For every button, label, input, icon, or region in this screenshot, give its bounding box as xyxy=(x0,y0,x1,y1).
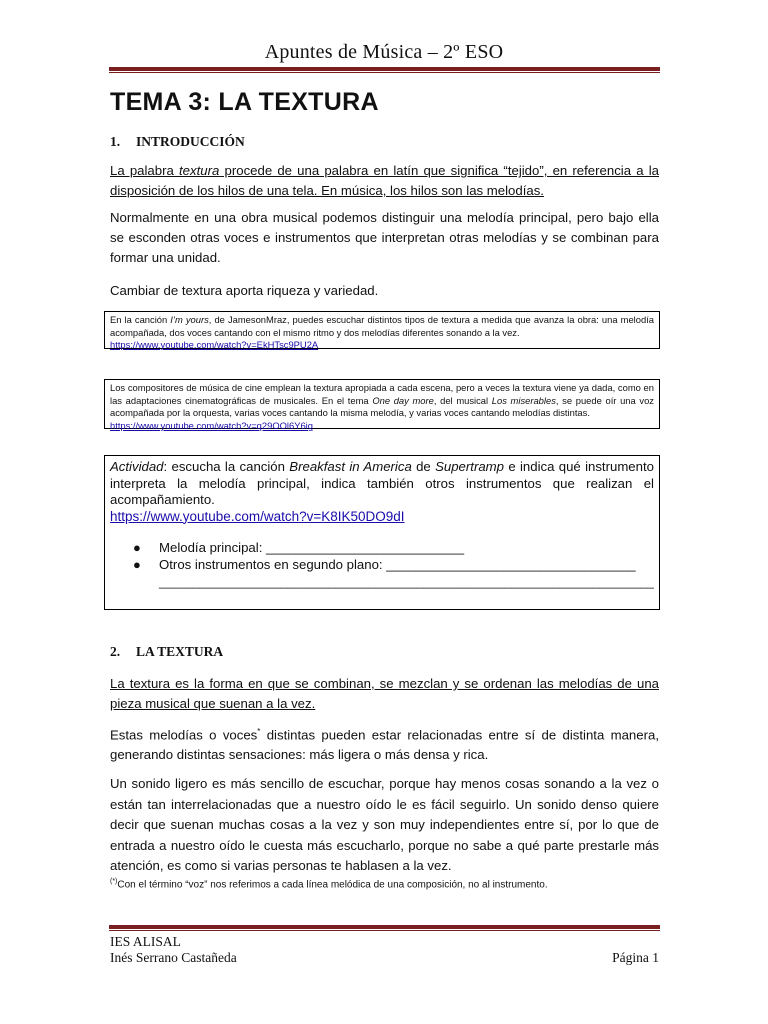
footer-page-number: Página 1 xyxy=(612,950,659,965)
bullet-2-continuation-line: _________________________________________________________________________ xyxy=(159,575,654,589)
activity-youtube-link[interactable]: https://www.youtube.com/watch?v=K8IK50DO9dI xyxy=(110,508,405,524)
section-2-number: 2. xyxy=(110,644,121,659)
footer-rule-thin xyxy=(109,930,660,931)
box1-text-a: En la canción xyxy=(110,314,171,325)
header-rule xyxy=(109,67,660,71)
section-1-title: INTRODUCCIÓN xyxy=(136,134,245,149)
example-box-miserables xyxy=(104,379,660,432)
box2-youtube-link[interactable]: https://www.youtube.com/watch?v=q29OOl6Y6ig xyxy=(110,420,313,432)
p1-text-a: La palabra xyxy=(110,163,180,178)
activity-text-a: : escucha la canción xyxy=(163,459,290,474)
box2-text-b: , del musical xyxy=(433,394,492,406)
footer-school: IES ALISAL xyxy=(110,934,181,949)
section-2-paragraph-3: Un sonido ligero es más sencillo de escuchar, porque hay menos cosas sonando a la vez o están tan interrelacionadas que a nuestro oído le es fácil seguirlo. Un sonido denso quiere decir que suenan muchas cosas a la vez y son muy independientes entre sí, por lo que de entrada a nuestro oído le cuesta más escucharlo, porque no sabe a qué parte prestarle más atención, es como si varias personas te hablasen a la vez. xyxy=(110,776,659,873)
footnote-mark: (*) xyxy=(110,878,118,885)
activity-song: Breakfast in America xyxy=(289,459,412,474)
box1-text-b: , de JamesonMraz, puedes escuchar distintos tipos de textura a medida que avanza la obra: una melodía acompañada, dos voces cantando con el mismo ritmo y dos melodías diferentes sonando a la vez. xyxy=(110,314,654,338)
section-1-paragraph-3: Cambiar de textura aporta riqueza y variedad. xyxy=(110,283,379,298)
header-rule-thin xyxy=(109,72,660,73)
bullet-otros-instrumentos xyxy=(110,556,654,591)
activity-box xyxy=(104,455,660,610)
document-title: TEMA 3: LA TEXTURA xyxy=(110,88,379,116)
page-header-title: Apuntes de Música – 2º ESO xyxy=(264,41,504,63)
section-1-number: 1. xyxy=(110,134,121,149)
section-1-paragraph-1 xyxy=(110,161,659,201)
bullet-1-text: Melodía principal: ___________________________ xyxy=(159,540,465,555)
activity-text-b: de xyxy=(411,459,436,474)
footer-rule xyxy=(109,925,660,929)
section-2-paragraph-2 xyxy=(110,722,659,765)
example-box-im-yours xyxy=(104,311,660,349)
p-textura-term: La textura xyxy=(110,676,171,691)
box1-youtube-link[interactable]: https://www.youtube.com/watch?v=EkHTsc9PU2A xyxy=(110,339,319,351)
box2-musical: Los miserables xyxy=(491,394,556,406)
section-2-paragraph-1 xyxy=(110,674,659,714)
section-1-heading xyxy=(110,134,245,150)
p-textura-definition: es la forma en que se combinan, se mezclan y se ordenan las melodías de una pieza musical que suenan a la vez. xyxy=(110,676,659,711)
box2-text-a: Los compositores de música de cine emplean la textura apropiada a cada escena, pero a veces la textura viene ya dada, como en las adaptaciones cinematográficas de musicales. En el tema xyxy=(110,382,654,406)
footer-author: Inés Serrano Castañeda xyxy=(110,950,237,965)
box2-song: One day more xyxy=(372,394,434,406)
p1-text-b: procede de una palabra en latín que significa “tejido”, en referencia a la disposición de los hilos de una tela. En música, los hilos son las melodías. xyxy=(110,163,659,198)
activity-text-c: e indica qué instrumento interpreta la melodía principal, indica también otros instrumentos que realizan el acompañamiento. xyxy=(110,459,654,507)
section-2-heading xyxy=(110,644,223,660)
footnote-marker: * xyxy=(257,727,261,736)
footnote-text: Con el término “voz” nos referimos a cada línea melódica de una composición, no al instrumento. xyxy=(117,879,548,891)
p1-italic-word: textura xyxy=(179,163,220,178)
bullet-2-text: Otros instrumentos en segundo plano: __________________________________ xyxy=(159,557,636,572)
box1-song: I’m yours xyxy=(170,314,209,325)
p2-text-a: Estas melodías o voces xyxy=(110,727,258,743)
footnote xyxy=(110,878,548,890)
bullet-dot-icon: ● xyxy=(133,557,141,572)
box2-text-c: , se puede oír una voz acompañada por la orquesta, varias voces cantando la misma melodía, y varias voces cantando melodías distintas. xyxy=(110,394,654,419)
section-2-title: LA TEXTURA xyxy=(136,644,224,659)
activity-label: Actividad xyxy=(110,459,164,474)
activity-bullet-list xyxy=(110,539,654,591)
bullet-dot-icon: ● xyxy=(133,540,141,555)
section-1-paragraph-2: Normalmente en una obra musical podemos distinguir una melodía principal, pero bajo ella se esconden otras voces e instrumentos que interpretan otras melodías y se combinan para formar una unidad. xyxy=(110,210,659,265)
activity-band: Supertramp xyxy=(435,459,504,474)
bullet-melodia-principal xyxy=(110,539,654,556)
p2-text-b: distintas pueden estar relacionadas entre sí de distinta manera, generando distintas sensaciones: más ligera o más densa y rica. xyxy=(110,727,659,763)
